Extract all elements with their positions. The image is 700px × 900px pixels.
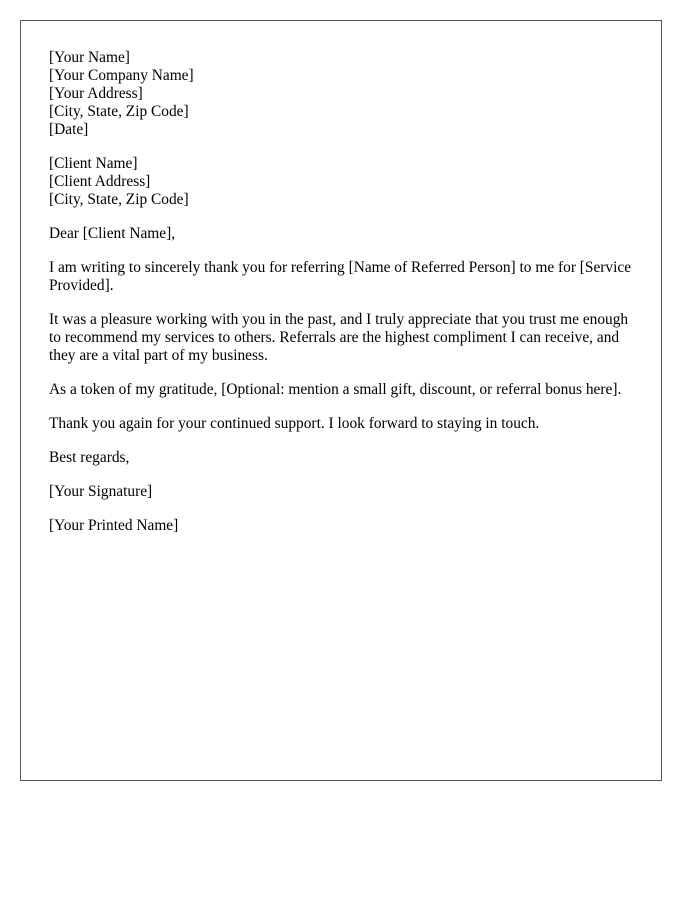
letter-date: [Date] — [49, 121, 89, 138]
recipient-city-state-zip: [City, State, Zip Code] — [49, 191, 189, 208]
closing: Best regards, — [49, 449, 130, 466]
body-paragraph-appreciation: It was a pleasure working with you in the past, and I truly appreciate that you trust me enough to recommend my services to others. Referrals are the highest compliment I can receive, and they are a vital part of my business. — [49, 311, 629, 364]
recipient-block — [49, 155, 633, 209]
signature: [Your Signature] — [49, 483, 153, 500]
recipient-name: [Client Name] — [49, 155, 138, 172]
sender-city-state-zip: [City, State, Zip Code] — [49, 103, 189, 120]
body-paragraph-thanks: I am writing to sincerely thank you for referring [Name of Referred Person] to me for [Service Provided]. — [49, 259, 632, 294]
sender-block — [49, 49, 633, 139]
sender-company: [Your Company Name] — [49, 67, 194, 84]
sender-name: [Your Name] — [49, 49, 130, 66]
letter-page — [20, 20, 662, 781]
body-paragraph-gratitude: As a token of my gratitude, [Optional: mention a small gift, discount, or referral bonus here]. — [49, 381, 622, 398]
printed-name: [Your Printed Name] — [49, 517, 179, 534]
body-paragraph-closing-thanks: Thank you again for your continued support. I look forward to staying in touch. — [49, 415, 540, 432]
recipient-address: [Client Address] — [49, 173, 151, 190]
sender-address: [Your Address] — [49, 85, 143, 102]
salutation: Dear [Client Name], — [49, 225, 176, 242]
